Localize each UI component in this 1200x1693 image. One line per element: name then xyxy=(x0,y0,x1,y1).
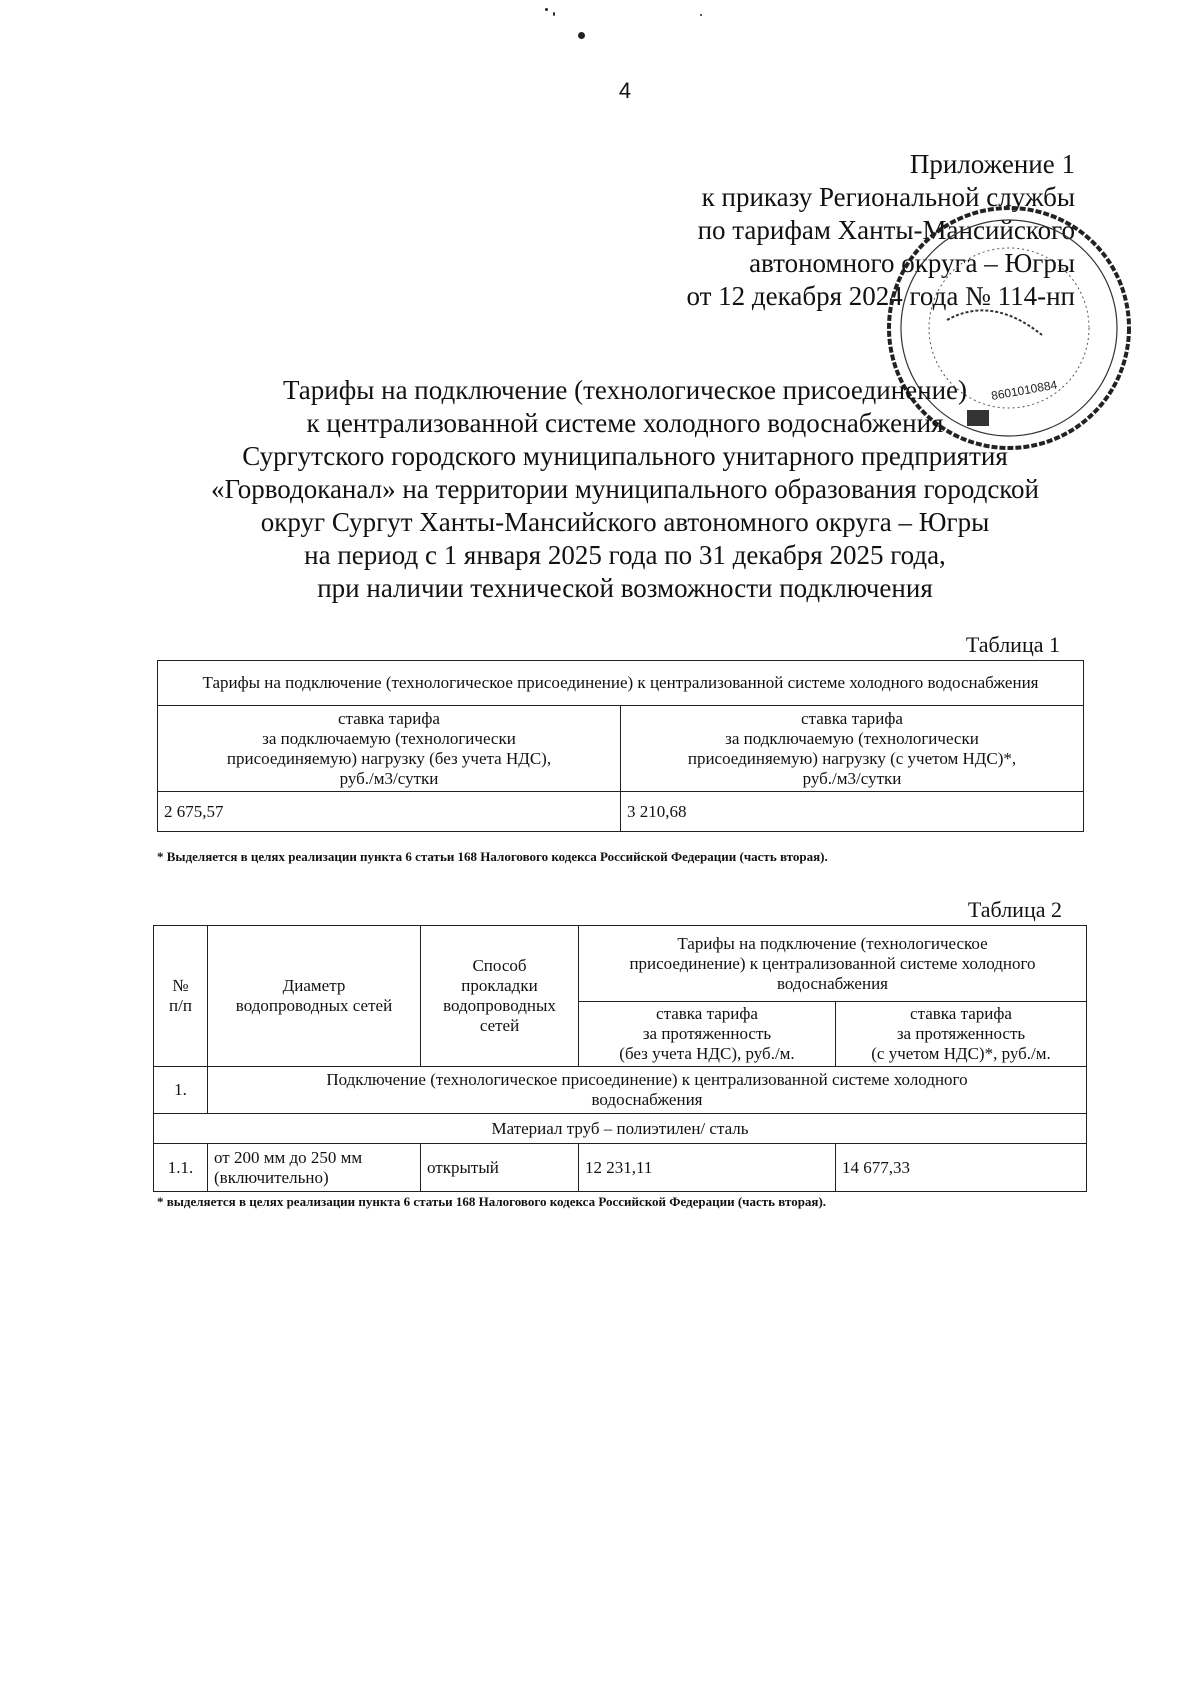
table1-footnote: * Выделяется в целях реализации пункта 6 статьи 168 Налогового кодекса Российской Федерации (часть вторая). xyxy=(157,849,828,864)
header-line: руб./м3/сутки xyxy=(339,768,439,788)
row-rate-vat: 14 677,33 xyxy=(836,1144,1087,1192)
scan-speck xyxy=(700,14,702,16)
header-line: ставка тарифа xyxy=(338,708,440,728)
header-line: присоединяемую) нагрузку (без учета НДС), xyxy=(226,748,552,768)
header-line: за подключаемую (технологически xyxy=(262,728,516,748)
title-line: округ Сургут Ханты-Мансийского автономного округа – Югры xyxy=(260,507,990,537)
title-line: Сургутского городского муниципального унитарного предприятия xyxy=(242,441,1008,471)
title-line: к централизованной системе холодного водоснабжения xyxy=(306,408,944,438)
table-row xyxy=(154,1144,1087,1192)
header-line: водоснабжения xyxy=(777,973,888,993)
header-line: за подключаемую (технологически xyxy=(725,728,979,748)
title-line: при наличии технической возможности подключения xyxy=(317,573,933,603)
section-line: Подключение (технологическое присоединение) к централизованной системе холодного xyxy=(326,1070,968,1089)
row-rate-no-vat: 12 231,11 xyxy=(579,1144,836,1192)
table1-header: Тарифы на подключение (технологическое присоединение) к централизованной системе холодного водоснабжения xyxy=(158,661,1084,706)
table1-value-no-vat: 2 675,57 xyxy=(158,792,621,832)
table2-caption: Таблица 2 xyxy=(967,897,1062,922)
header-line: № xyxy=(172,976,189,995)
header-line: водопроводных xyxy=(443,996,556,1015)
diameter-line: (включительно) xyxy=(214,1167,329,1187)
section-label xyxy=(208,1067,1087,1114)
header-line: присоединяемую) нагрузку (с учетом НДС)*, xyxy=(687,748,1017,768)
header-line: ставка тарифа xyxy=(801,708,903,728)
header-line: (без учета НДС), руб./м. xyxy=(619,1044,795,1063)
row-num: 1.1. xyxy=(154,1144,208,1192)
header-line: за протяженность xyxy=(896,1024,1026,1043)
header-line: за протяженность xyxy=(642,1024,772,1043)
svg-text:8601010884: 8601010884 xyxy=(990,377,1059,403)
table1-col-no-vat xyxy=(158,706,621,792)
appendix-line: автономного округа – Югры xyxy=(749,248,1075,278)
table2 xyxy=(153,925,1087,1192)
title-line: на период с 1 января 2025 года по 31 декабря 2025 года, xyxy=(304,540,946,570)
table1 xyxy=(157,660,1084,832)
header-line: Диаметр xyxy=(282,976,346,995)
col-header-diameter xyxy=(208,926,421,1067)
table1-col-vat xyxy=(621,706,1084,792)
document-title xyxy=(150,374,1100,605)
header-line: присоединение) к централизованной системе холодного xyxy=(629,953,1036,973)
appendix-line: к приказу Региональной службы xyxy=(701,182,1075,212)
appendix-line: Приложение 1 xyxy=(909,149,1075,179)
section-num: 1. xyxy=(154,1067,208,1114)
scan-speck xyxy=(545,8,548,11)
table2-footnote: * выделяется в целях реализации пункта 6 статьи 168 Налогового кодекса Российской Федерации (часть вторая). xyxy=(157,1194,827,1209)
row-diameter xyxy=(208,1144,421,1192)
table1-value-vat: 3 210,68 xyxy=(621,792,1084,832)
header-line: Тарифы на подключение (технологическое xyxy=(677,933,988,953)
material-row: Материал труб – полиэтилен/ сталь xyxy=(154,1114,1087,1144)
diameter-line: от 200 мм до 250 мм xyxy=(214,1147,363,1167)
col-header-num xyxy=(154,926,208,1067)
title-line: Тарифы на подключение (технологическое присоединение) xyxy=(282,375,968,405)
col-header-method xyxy=(421,926,579,1067)
header-line: п/п xyxy=(169,996,192,1015)
header-line: прокладки xyxy=(461,976,538,995)
col-header-rate-vat xyxy=(836,1002,1087,1067)
header-line: ставка тарифа xyxy=(656,1004,758,1023)
header-line: руб./м3/сутки xyxy=(802,768,902,788)
page-number: 4 xyxy=(618,78,632,103)
section-line: водоснабжения xyxy=(591,1090,703,1109)
header-line: (с учетом НДС)*, руб./м. xyxy=(871,1044,1051,1063)
scan-speck xyxy=(578,32,585,39)
title-line: «Горводоканал» на территории муниципального образования городской xyxy=(210,474,1039,504)
header-line: Способ xyxy=(472,956,527,975)
table1-caption: Таблица 1 xyxy=(965,632,1060,657)
col-header-rate-no-vat xyxy=(579,1002,836,1067)
scan-speck xyxy=(553,12,555,16)
header-line: ставка тарифа xyxy=(910,1004,1012,1023)
appendix-line: по тарифам Ханты-Мансийского xyxy=(697,215,1075,245)
row-method: открытый xyxy=(421,1144,579,1192)
col-header-group xyxy=(579,926,1087,1002)
header-line: сетей xyxy=(479,1016,520,1035)
appendix-line: от 12 декабря 2024 года № 114-нп xyxy=(686,281,1075,311)
header-line: водопроводных сетей xyxy=(235,996,393,1015)
